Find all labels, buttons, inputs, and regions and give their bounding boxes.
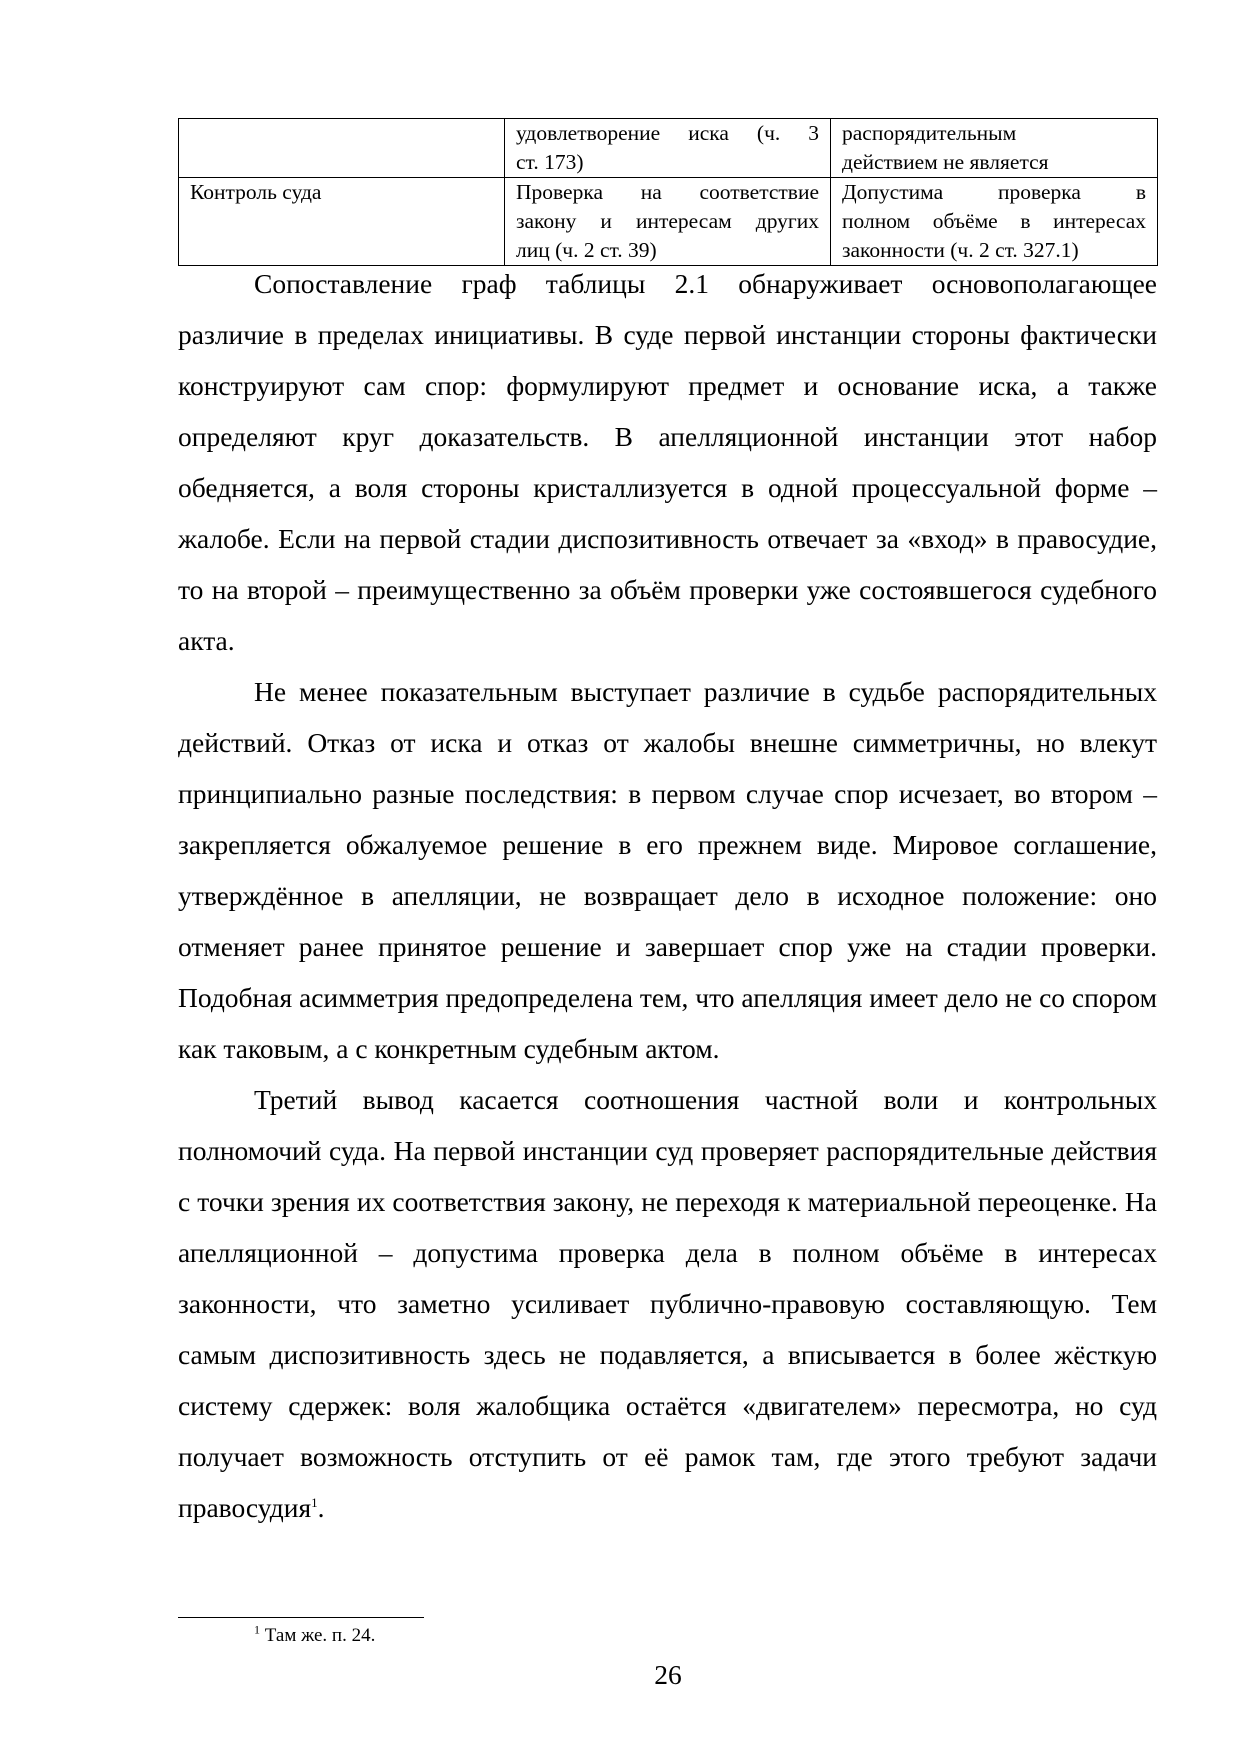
cell-text-line: Допустима проверка в <box>842 180 1146 204</box>
cell-text-line: Контроль суда <box>190 180 322 204</box>
table-cell <box>179 119 505 178</box>
footnote <box>254 1623 375 1649</box>
cell-text-line: ст. 173) <box>516 150 584 174</box>
table-cell <box>831 178 1158 266</box>
cell-text-line: Проверка на соответствие <box>516 180 819 204</box>
cell-text-line: удовлетворение иска (ч. 3 <box>516 121 819 145</box>
paragraph: Не менее показательным выступает различие в судьбе распорядительных действий. Отказ от иска и отказ от жалобы внешне симметричны, но влекут принципиально разные последствия: в первом случае спор исчезает, во втором – закрепляется обжалуемое решение в его прежнем виде. Мировое соглашение, утверждённое в апелляции, не возвращает дело в исходное положение: оно отменяет ранее принятое решение и завершает спор уже на стадии проверки. Подобная асимметрия предопределена тем, что апелляция имеет дело не со спором как таковым, а с конкретным судебным актом. <box>178 676 1157 1064</box>
body-text <box>178 258 1157 1533</box>
cell-text-line: законности (ч. 2 ст. 327.1) <box>842 238 1079 262</box>
table-cell <box>831 119 1158 178</box>
paragraph-text: Третий вывод касается соотношения частной воли и контрольных полномочий суда. На первой инстанции суд проверяет распорядительные действия с точки зрения их соответствия закону, не переходя к материальной переоценке. На апелляционной – допустима проверка дела в полном объёме в интересах законности, что заметно усиливает публично-правовую составляющую. Тем самым диспозитивность здесь не подавляется, а вписывается в более жёсткую систему сдержек: воля жалобщика остаётся «двигателем» пересмотра, но суд получает возможность отступить от её рамок там, где этого требуют задачи правосудия <box>178 1084 1157 1523</box>
table-row <box>179 178 1158 266</box>
cell-text-line: закону и интересам других <box>516 209 819 233</box>
table-row <box>179 119 1158 178</box>
cell-text-line: лиц (ч. 2 ст. 39) <box>516 238 657 262</box>
table-cell <box>505 119 831 178</box>
footnote-separator <box>178 1617 424 1618</box>
cell-text-line: полном объёме в интересах <box>842 209 1146 233</box>
table-cell <box>505 178 831 266</box>
footnote-text: Там же. п. 24. <box>264 1625 376 1646</box>
cell-text-line: распорядительным <box>842 121 1017 145</box>
page-number: 26 <box>654 1659 682 1690</box>
table-cell <box>179 178 505 266</box>
paragraph: Сопоставление граф таблицы 2.1 обнаруживает основополагающее различие в пределах инициативы. В суде первой инстанции стороны фактически конструируют сам спор: формулируют предмет и основание иска, а также определяют круг доказательств. В апелляционной инстанции этот набор обедняется, а воля стороны кристаллизуется в одной процессуальной форме – жалобе. Если на первой стадии диспозитивность отвечает за «вход» в правосудие, то на второй – преимущественно за объём проверки уже состоявшегося судебного акта. <box>178 268 1157 656</box>
paragraph-end: . <box>317 1492 325 1523</box>
footnote-reference[interactable]: 1 <box>311 1494 318 1510</box>
paragraph <box>178 1074 1157 1533</box>
footnote-mark: 1 <box>254 1622 260 1637</box>
comparison-table <box>178 118 1158 266</box>
cell-text-line: действием не является <box>842 150 1049 174</box>
